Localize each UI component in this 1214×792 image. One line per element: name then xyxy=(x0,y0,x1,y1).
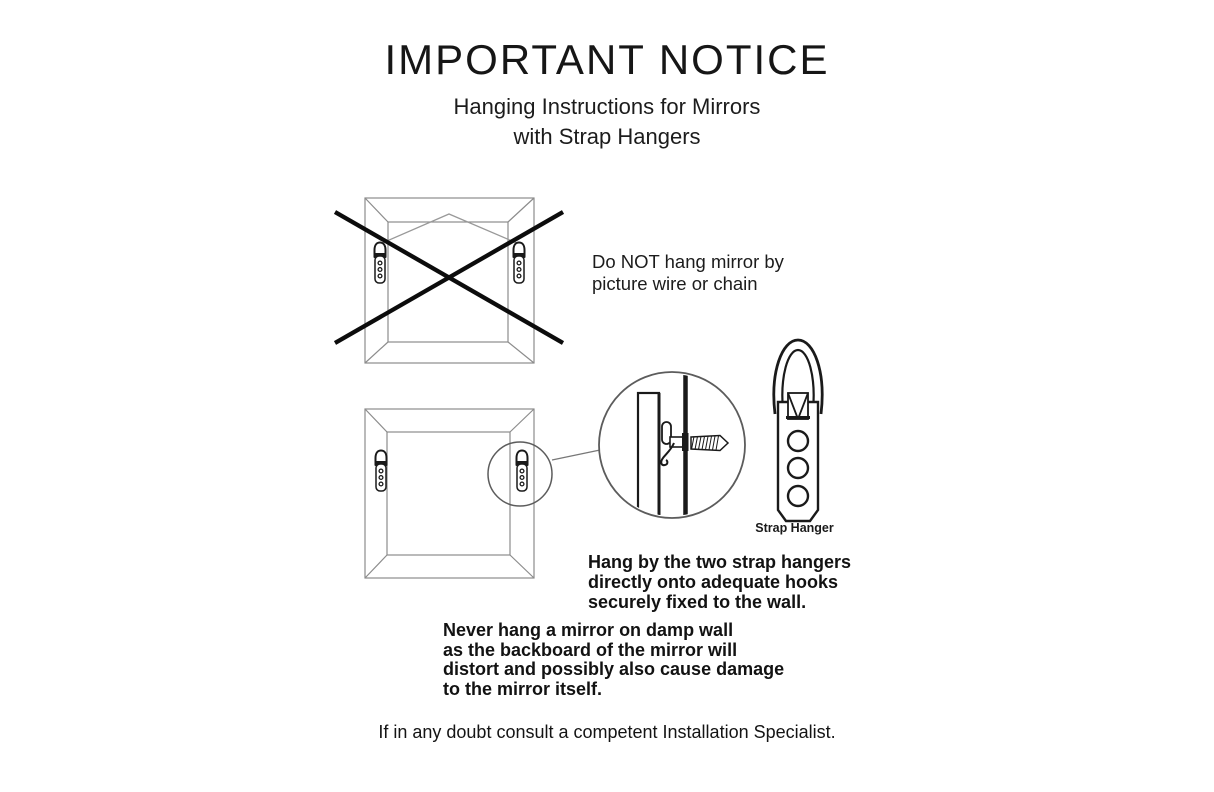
hang-by-caption xyxy=(588,552,851,612)
correct-hanging-diagram xyxy=(355,333,785,588)
do-not-line-2: picture wire or chain xyxy=(592,272,758,294)
subtitle-line-1: Hanging Instructions for Mirrors xyxy=(453,94,761,119)
page-title: IMPORTANT NOTICE xyxy=(384,36,830,83)
damp-wall-line-4: to the mirror itself. xyxy=(443,678,603,699)
hang-by-line-2: directly onto adequate hooks xyxy=(588,572,839,592)
do-not-line-1: Do NOT hang mirror by xyxy=(592,251,784,272)
strap-fold-detail xyxy=(786,393,810,419)
strap-hanger-label: Strap Hanger xyxy=(755,521,834,535)
strap-hanger-left-icon xyxy=(375,451,388,492)
page-subtitle xyxy=(0,92,1214,152)
damp-wall-warning xyxy=(443,621,784,699)
cross-out-x-icon xyxy=(335,212,563,343)
strap-hanger-large-icon xyxy=(774,340,822,521)
footer-advice: If in any doubt consult a competent Installation Specialist. xyxy=(378,722,836,742)
damp-wall-line-3: distort and possibly also cause damage xyxy=(443,659,785,679)
strap-hanger-right-icon xyxy=(516,451,529,492)
mirror-frame-back-2 xyxy=(365,409,534,578)
strap-hanger-right-icon xyxy=(513,243,526,284)
damp-wall-line-1: Never hang a mirror on damp wall xyxy=(443,620,734,640)
strap-hanger-enlarged-diagram xyxy=(752,336,867,528)
do-not-caption xyxy=(592,251,784,294)
wall-hook-detail-lens xyxy=(599,372,745,521)
hang-by-line-3: securely fixed to the wall. xyxy=(588,592,807,612)
zoom-leader-line xyxy=(552,450,600,460)
hang-by-line-1: Hang by the two strap hangers xyxy=(588,552,852,572)
picture-wire xyxy=(380,214,519,244)
frame-section-bar xyxy=(638,393,659,521)
subtitle-line-2: with Strap Hangers xyxy=(513,124,701,149)
damp-wall-line-2: as the backboard of the mirror will xyxy=(443,639,738,660)
strap-hanger-left-icon xyxy=(374,243,387,284)
